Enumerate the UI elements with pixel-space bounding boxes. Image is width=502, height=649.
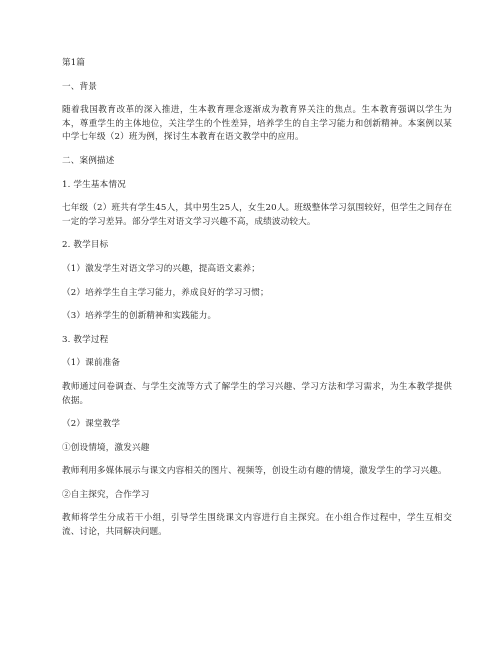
background-paragraph: 随着我国教育改革的深入推进，生本教育理念逐渐成为教育界关注的焦点。生本教育强调以学生为本，尊重学生的主体地位，关注学生的个性差异，培养学生的自主学习能力和创新精神。本案例以某中学七年级（2）班为例，探讨生本教育在语文教学中的应用。: [62, 105, 452, 143]
preparation-paragraph: 教师通过问卷调查、与学生交流等方式了解学生的学习兴趣、学习方法和学习需求，为生本教学提供依据。: [62, 381, 452, 406]
inquiry-title: ②自主探究，合作学习: [62, 489, 150, 500]
goal-item-3: （3）培养学生的创新精神和实践能力。: [62, 311, 217, 322]
inquiry-paragraph: 教师将学生分成若干小组，引导学生围绕课文内容进行自主探究。在小组合作过程中，学生互相交流、讨论，共同解决问题。: [62, 513, 452, 538]
situation-paragraph: 教师利用多媒体展示与课文内容相关的图片、视频等，创设生动有趣的情境，激发学生的学习兴趣。: [62, 466, 447, 477]
student-info-paragraph: 七年级（2）班共有学生45人，其中男生25人，女生20人。班级整体学习氛围较好，但学生之间存在一定的学习差异。部分学生对语文学习兴趣不高，成绩波动较大。: [62, 203, 452, 227]
preparation-title: （1）课前准备: [62, 358, 121, 369]
classroom-teaching-title: （2）课堂教学: [62, 419, 121, 430]
section-background-title: 一、背景: [62, 81, 97, 92]
situation-title: ①创设情境，激发兴趣: [62, 442, 150, 453]
teaching-goals-title: 2. 教学目标: [62, 240, 109, 251]
part-title: 第1篇: [62, 58, 86, 68]
document-body: [62, 57, 452, 540]
goal-item-1: （1）激发学生对语文学习的兴趣，提高语文素养；: [62, 263, 260, 274]
student-info-title: 1. 学生基本情况: [62, 179, 126, 190]
teaching-process-title: 3. 教学过程: [62, 334, 109, 345]
goal-item-2: （2）培养学生自主学习能力，养成良好的学习习惯；: [62, 287, 269, 298]
section-case-title: 二、案例描述: [62, 155, 115, 166]
